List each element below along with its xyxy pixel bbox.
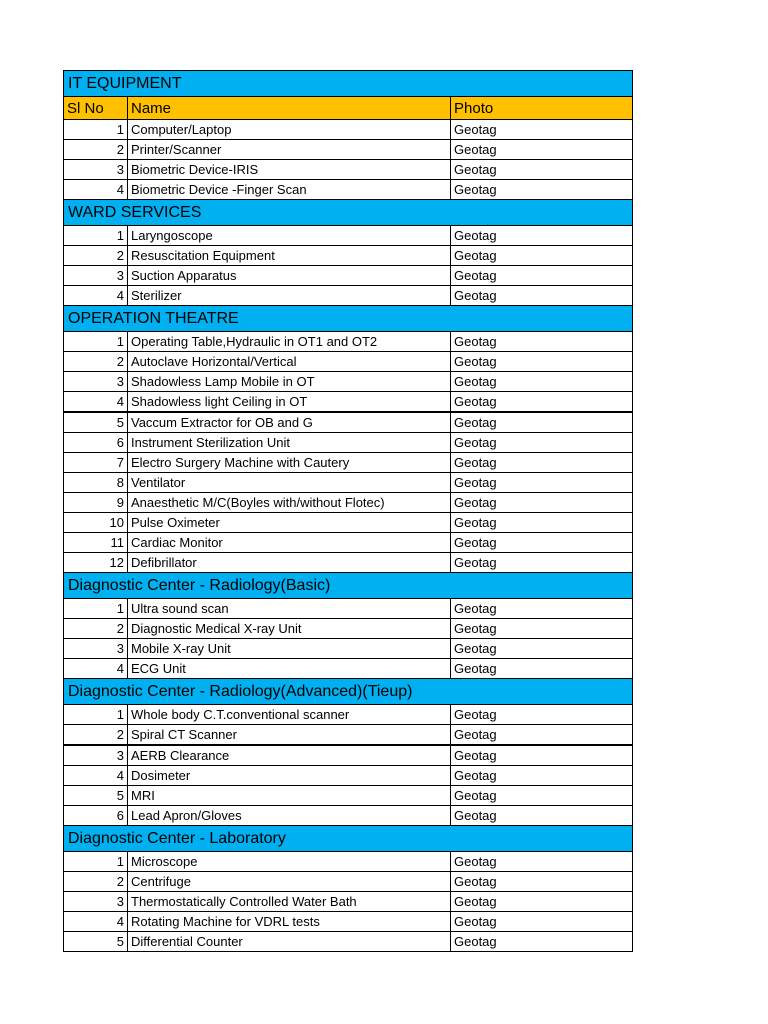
row-name: Thermostatically Controlled Water Bath [128, 892, 451, 912]
table-row [64, 160, 633, 180]
section-title: IT EQUIPMENT [64, 71, 633, 97]
row-sl-no: 2 [64, 619, 128, 639]
row-name: Electro Surgery Machine with Cautery [128, 453, 451, 473]
row-photo: Geotag [451, 745, 633, 766]
column-header-sl-no: Sl No [64, 97, 128, 120]
row-sl-no: 1 [64, 705, 128, 725]
row-photo: Geotag [451, 473, 633, 493]
table-row [64, 372, 633, 392]
table-row [64, 286, 633, 306]
row-photo: Geotag [451, 705, 633, 725]
table-row [64, 786, 633, 806]
row-name: Instrument Sterilization Unit [128, 433, 451, 453]
row-name: MRI [128, 786, 451, 806]
row-photo: Geotag [451, 932, 633, 952]
row-photo: Geotag [451, 332, 633, 352]
equipment-table [63, 70, 633, 952]
row-photo: Geotag [451, 725, 633, 746]
section-header-row [64, 200, 633, 226]
table-row [64, 639, 633, 659]
row-sl-no: 3 [64, 892, 128, 912]
row-sl-no: 1 [64, 332, 128, 352]
row-name: Printer/Scanner [128, 140, 451, 160]
table-row [64, 433, 633, 453]
row-name: Autoclave Horizontal/Vertical [128, 352, 451, 372]
row-photo: Geotag [451, 786, 633, 806]
row-name: Differential Counter [128, 932, 451, 952]
row-name: Ventilator [128, 473, 451, 493]
row-name: Suction Apparatus [128, 266, 451, 286]
row-sl-no: 7 [64, 453, 128, 473]
row-name: Cardiac Monitor [128, 533, 451, 553]
row-sl-no: 3 [64, 160, 128, 180]
row-name: Sterilizer [128, 286, 451, 306]
section-header-row [64, 71, 633, 97]
row-photo: Geotag [451, 286, 633, 306]
row-name: Resuscitation Equipment [128, 246, 451, 266]
row-photo: Geotag [451, 120, 633, 140]
row-photo: Geotag [451, 872, 633, 892]
table-row [64, 392, 633, 413]
row-sl-no: 1 [64, 599, 128, 619]
table-row [64, 120, 633, 140]
row-sl-no: 3 [64, 745, 128, 766]
row-sl-no: 3 [64, 266, 128, 286]
row-sl-no: 4 [64, 180, 128, 200]
row-sl-no: 4 [64, 766, 128, 786]
section-title: Diagnostic Center - Laboratory [64, 826, 633, 852]
row-photo: Geotag [451, 599, 633, 619]
section-header-row [64, 306, 633, 332]
row-photo: Geotag [451, 553, 633, 573]
row-name: Ultra sound scan [128, 599, 451, 619]
table-row [64, 533, 633, 553]
row-sl-no: 1 [64, 852, 128, 872]
row-photo: Geotag [451, 659, 633, 679]
row-name: Rotating Machine for VDRL tests [128, 912, 451, 932]
row-photo: Geotag [451, 453, 633, 473]
row-photo: Geotag [451, 912, 633, 932]
row-name: ECG Unit [128, 659, 451, 679]
row-photo: Geotag [451, 513, 633, 533]
section-title: WARD SERVICES [64, 200, 633, 226]
row-sl-no: 11 [64, 533, 128, 553]
row-photo: Geotag [451, 433, 633, 453]
row-sl-no: 3 [64, 372, 128, 392]
section-header-row [64, 826, 633, 852]
table-row [64, 140, 633, 160]
row-name: Shadowless light Ceiling in OT [128, 392, 451, 413]
row-sl-no: 4 [64, 912, 128, 932]
table-row [64, 493, 633, 513]
row-name: Microscope [128, 852, 451, 872]
row-photo: Geotag [451, 639, 633, 659]
row-name: Laryngoscope [128, 226, 451, 246]
row-sl-no: 2 [64, 725, 128, 746]
column-header-photo: Photo [451, 97, 633, 120]
row-sl-no: 5 [64, 786, 128, 806]
row-name: Computer/Laptop [128, 120, 451, 140]
row-sl-no: 5 [64, 932, 128, 952]
row-name: Dosimeter [128, 766, 451, 786]
row-sl-no: 9 [64, 493, 128, 513]
table-row [64, 513, 633, 533]
row-sl-no: 2 [64, 872, 128, 892]
table-row [64, 932, 633, 952]
row-name: Anaesthetic M/C(Boyles with/without Flotec) [128, 493, 451, 513]
row-photo: Geotag [451, 806, 633, 826]
equipment-table-body [64, 71, 633, 952]
table-row [64, 599, 633, 619]
row-photo: Geotag [451, 352, 633, 372]
row-name: Defibrillator [128, 553, 451, 573]
row-photo: Geotag [451, 852, 633, 872]
row-sl-no: 2 [64, 140, 128, 160]
row-photo: Geotag [451, 619, 633, 639]
row-photo: Geotag [451, 493, 633, 513]
row-sl-no: 2 [64, 246, 128, 266]
row-photo: Geotag [451, 412, 633, 433]
section-header-row [64, 679, 633, 705]
row-sl-no: 1 [64, 120, 128, 140]
table-row [64, 553, 633, 573]
row-sl-no: 6 [64, 433, 128, 453]
table-row [64, 473, 633, 493]
table-row [64, 246, 633, 266]
table-row [64, 453, 633, 473]
section-title: Diagnostic Center - Radiology(Basic) [64, 573, 633, 599]
row-sl-no: 8 [64, 473, 128, 493]
row-name: Vaccum Extractor for OB and G [128, 412, 451, 433]
row-photo: Geotag [451, 180, 633, 200]
table-row [64, 266, 633, 286]
row-name: Operating Table,Hydraulic in OT1 and OT2 [128, 332, 451, 352]
row-name: AERB Clearance [128, 745, 451, 766]
table-row [64, 725, 633, 746]
row-name: Biometric Device -Finger Scan [128, 180, 451, 200]
row-photo: Geotag [451, 533, 633, 553]
row-sl-no: 10 [64, 513, 128, 533]
table-row [64, 806, 633, 826]
table-row [64, 352, 633, 372]
row-photo: Geotag [451, 372, 633, 392]
row-photo: Geotag [451, 140, 633, 160]
row-name: Centrifuge [128, 872, 451, 892]
row-sl-no: 1 [64, 226, 128, 246]
table-row [64, 705, 633, 725]
section-header-row [64, 573, 633, 599]
row-sl-no: 4 [64, 392, 128, 413]
row-sl-no: 4 [64, 659, 128, 679]
section-title: Diagnostic Center - Radiology(Advanced)(Tieup) [64, 679, 633, 705]
row-name: Pulse Oximeter [128, 513, 451, 533]
row-name: Whole body C.T.conventional scanner [128, 705, 451, 725]
table-row [64, 659, 633, 679]
section-title: OPERATION THEATRE [64, 306, 633, 332]
row-photo: Geotag [451, 226, 633, 246]
table-row [64, 412, 633, 433]
table-row [64, 872, 633, 892]
table-row [64, 745, 633, 766]
row-photo: Geotag [451, 246, 633, 266]
table-row [64, 912, 633, 932]
table-row [64, 332, 633, 352]
row-sl-no: 5 [64, 412, 128, 433]
row-name: Shadowless Lamp Mobile in OT [128, 372, 451, 392]
row-sl-no: 6 [64, 806, 128, 826]
row-name: Mobile X-ray Unit [128, 639, 451, 659]
table-row [64, 852, 633, 872]
row-photo: Geotag [451, 160, 633, 180]
row-sl-no: 4 [64, 286, 128, 306]
table-row [64, 619, 633, 639]
row-photo: Geotag [451, 392, 633, 413]
row-photo: Geotag [451, 266, 633, 286]
table-row [64, 180, 633, 200]
row-photo: Geotag [451, 766, 633, 786]
row-sl-no: 3 [64, 639, 128, 659]
table-row [64, 766, 633, 786]
table-row [64, 226, 633, 246]
column-header-row [64, 97, 633, 120]
row-sl-no: 12 [64, 553, 128, 573]
row-name: Lead Apron/Gloves [128, 806, 451, 826]
row-name: Diagnostic Medical X-ray Unit [128, 619, 451, 639]
row-name: Biometric Device-IRIS [128, 160, 451, 180]
row-name: Spiral CT Scanner [128, 725, 451, 746]
column-header-name: Name [128, 97, 451, 120]
row-photo: Geotag [451, 892, 633, 912]
row-sl-no: 2 [64, 352, 128, 372]
table-row [64, 892, 633, 912]
